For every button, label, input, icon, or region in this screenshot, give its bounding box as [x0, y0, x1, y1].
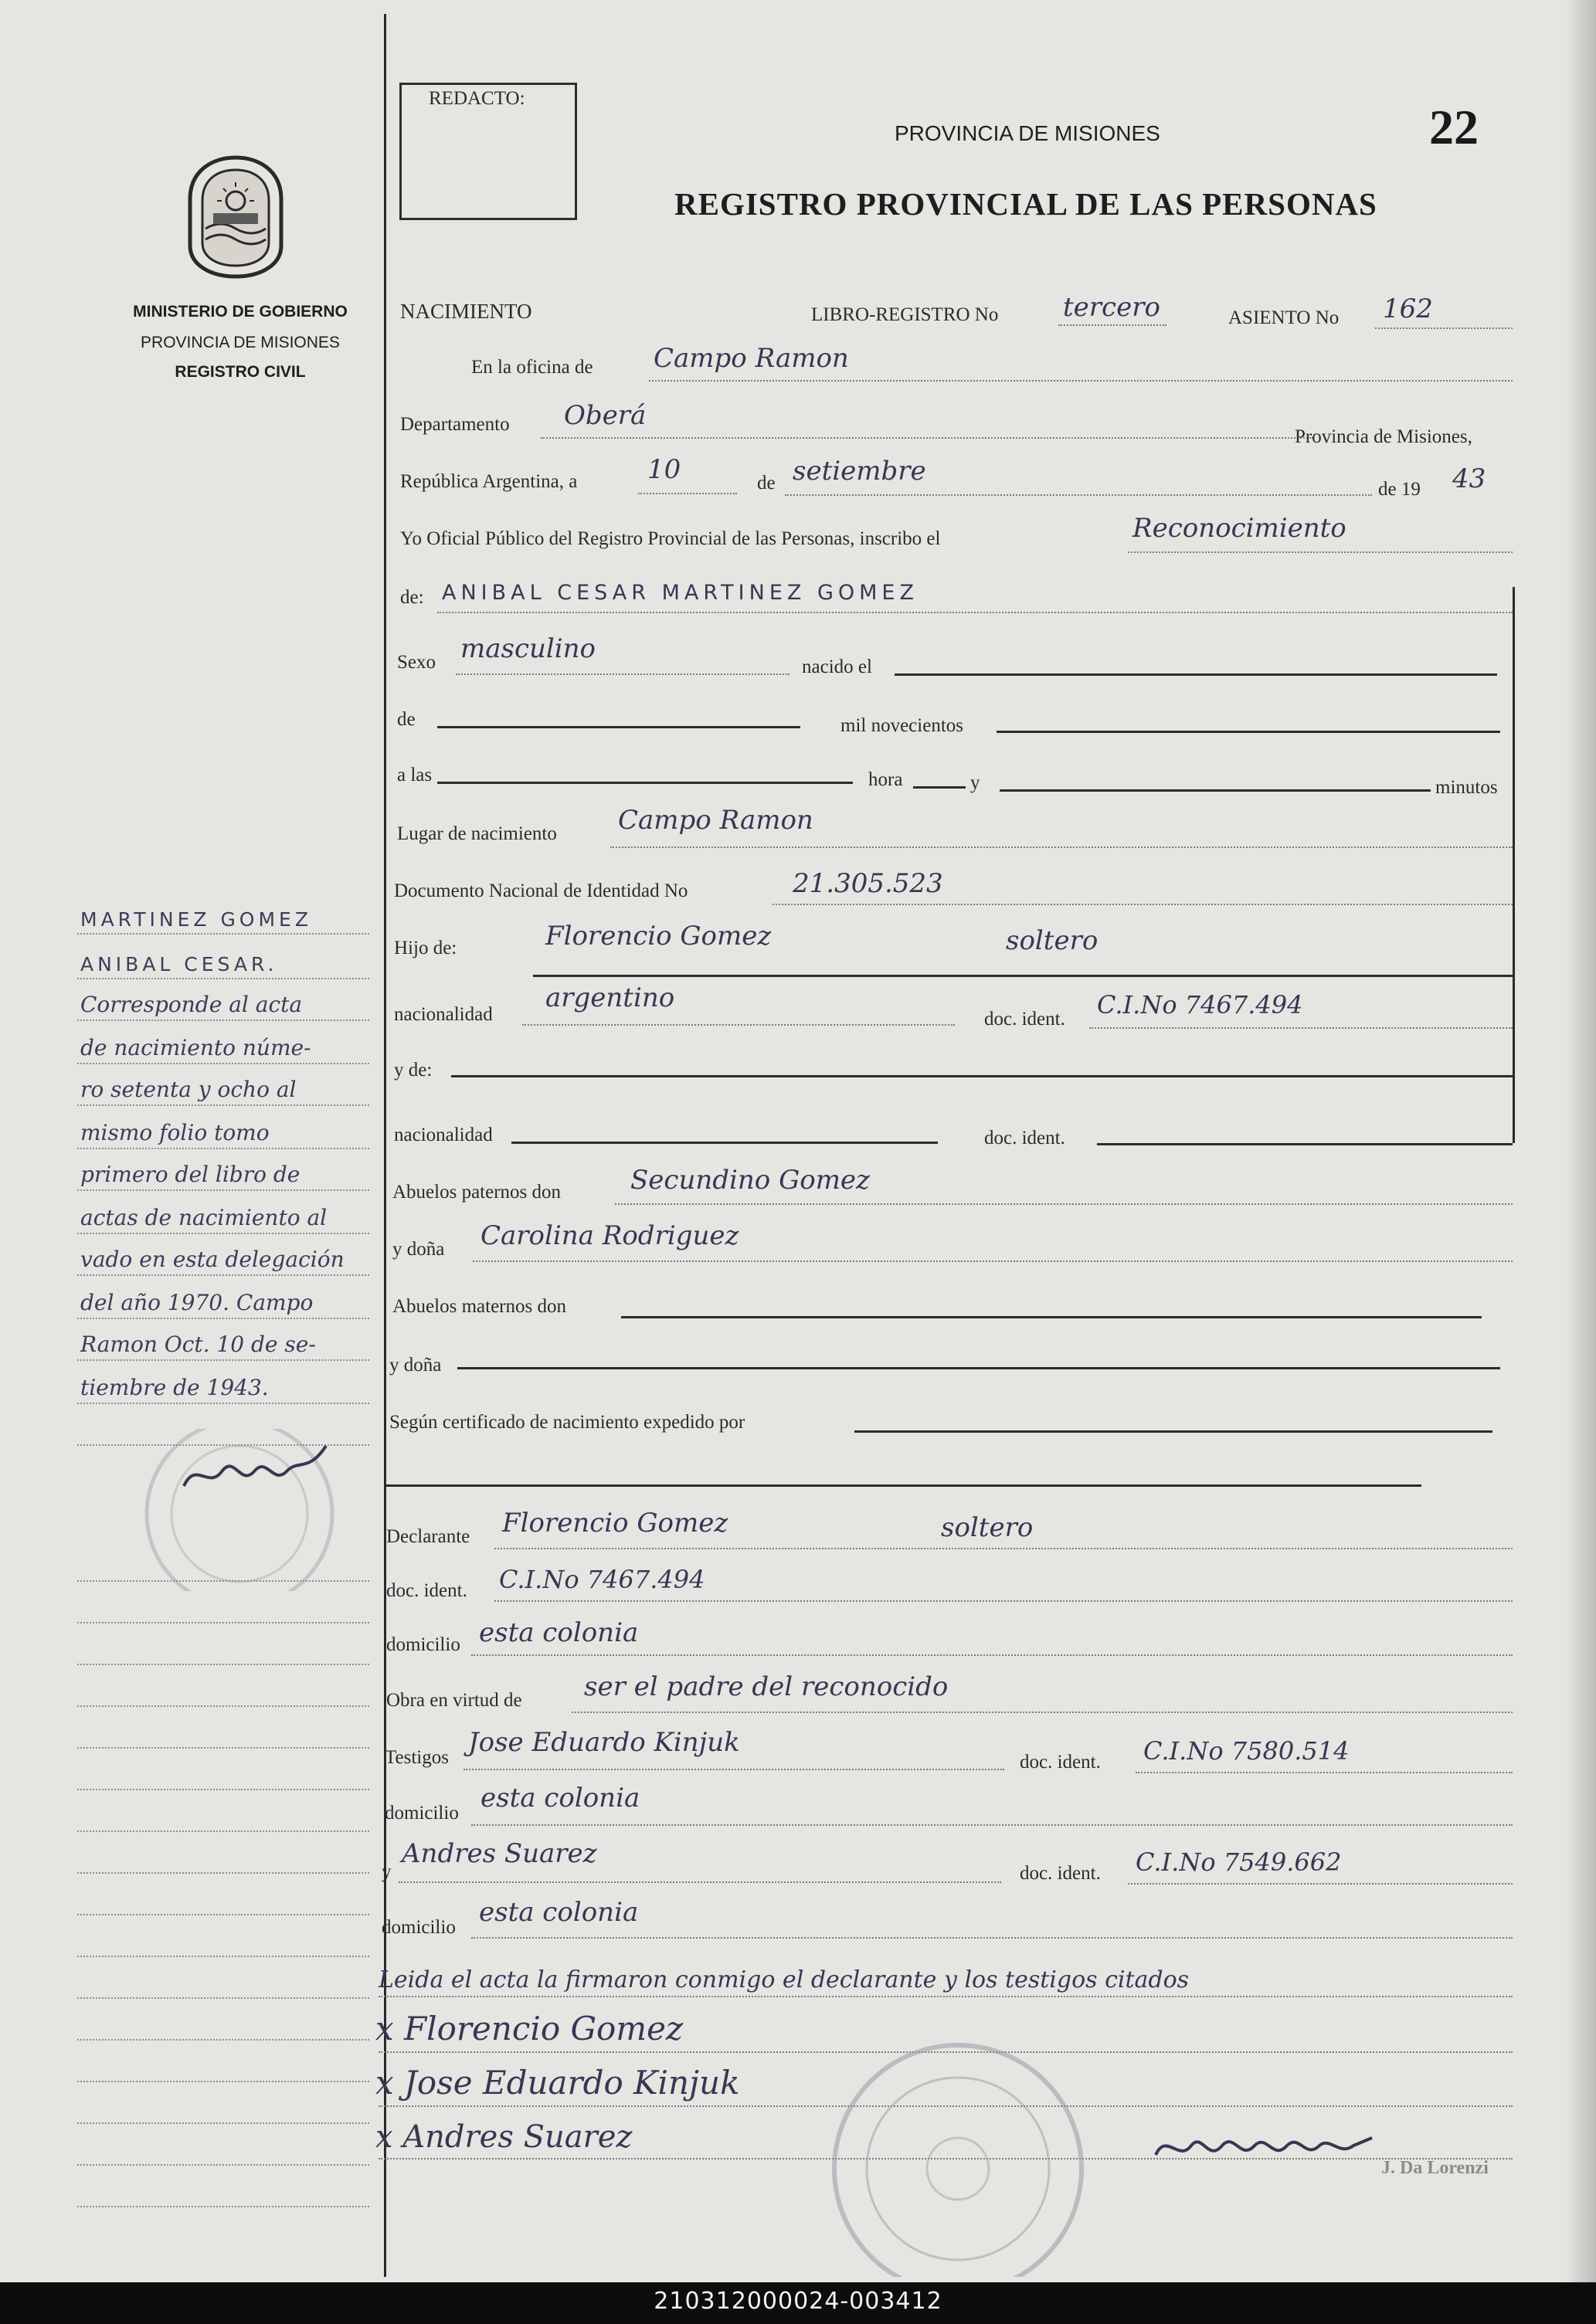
domicilio-label: domicilio [386, 1634, 460, 1655]
margin-rule [77, 1664, 369, 1665]
abuelo-paterno-underline [615, 1203, 1513, 1205]
signature-testigo-1: x Jose Eduardo Kinjuk [375, 2064, 740, 2102]
lugar-value: Campo Ramon [618, 805, 813, 836]
mil-label: mil novecientos [840, 715, 963, 736]
de-line [437, 726, 800, 728]
dia-underline [638, 493, 737, 494]
abuelos-paternos-label: Abuelos paternos don [392, 1182, 562, 1203]
margin-rule [77, 2206, 369, 2207]
hijo-label: Hijo de: [394, 938, 457, 958]
departamento-label: Departamento [400, 414, 510, 435]
official-signature-icon [1151, 2119, 1375, 2173]
nombre-value: ANIBAL CESAR MARTINEZ GOMEZ [442, 581, 919, 605]
testigo2-value: Andres Suarez [402, 1838, 597, 1869]
padre-estado: soltero [1006, 925, 1099, 956]
margin-rule [77, 1747, 369, 1749]
padre-doc-value: C.I.No 7467.494 [1097, 990, 1303, 1020]
testigo1-value: Jose Eduardo Kinjuk [468, 1727, 740, 1758]
testigo2-doc-underline [1128, 1883, 1513, 1885]
lugar-underline [610, 846, 1513, 848]
margin-rule [77, 1020, 369, 1021]
padre-doc-underline [1089, 1027, 1513, 1029]
abuelos-maternos-line [621, 1316, 1482, 1318]
asiento-underline [1375, 327, 1513, 329]
y-dona2-line [457, 1367, 1500, 1369]
provincial-seal-icon [182, 153, 289, 281]
libro-label: LIBRO-REGISTRO No [811, 304, 999, 325]
abuelo-paterno-value: Secundino Gomez [630, 1165, 870, 1196]
margin-rule [77, 1403, 369, 1404]
margin-signature-icon [178, 1440, 332, 1501]
signature-testigo-2: x Andres Suarez [375, 2119, 633, 2155]
margin-rule [77, 1274, 369, 1276]
mes-underline [785, 494, 1372, 496]
testigo2-dom-value: esta colonia [479, 1897, 639, 1928]
libro-value: tercero [1063, 292, 1160, 323]
abuela-paterna-underline [473, 1260, 1513, 1262]
obra-underline [572, 1712, 1513, 1713]
padre-value: Florencio Gomez [545, 921, 772, 952]
decl-doc-underline [494, 1600, 1513, 1602]
asiento-label: ASIENTO No [1228, 307, 1340, 328]
margin-rule [77, 1063, 369, 1064]
margin-rule [77, 1914, 369, 1915]
margin-rule [77, 1318, 369, 1319]
testigo1-dom-value: esta colonia [480, 1783, 640, 1813]
doc-ident-label: doc. ident. [984, 1009, 1065, 1030]
republica-label: República Argentina, a [400, 471, 578, 492]
anio-value: 43 [1452, 463, 1486, 494]
margin-note-line-10: del año 1970. Campo [80, 1290, 314, 1315]
obra-value: ser el padre del reconocido [584, 1671, 949, 1702]
certificado-line [854, 1430, 1492, 1433]
margin-rule [77, 1830, 369, 1832]
de-name-label: de: [400, 587, 424, 608]
margin-rule [77, 1872, 369, 1874]
margin-rule [77, 1233, 369, 1234]
margin-rule [77, 1189, 369, 1191]
margin-note-line-9: vado en esta delegación [80, 1247, 345, 1272]
dia-value: 10 [647, 454, 681, 485]
declarante-label: Declarante [386, 1526, 470, 1547]
y-line [1000, 789, 1431, 792]
margin-note-line-11: Ramon Oct. 10 de se- [80, 1332, 316, 1357]
margin-note-line-4: de nacimiento núme- [80, 1035, 311, 1060]
abuela-paterna-value: Carolina Rodriguez [480, 1220, 739, 1251]
a-las-label: a las [397, 765, 433, 785]
sexo-label: Sexo [397, 652, 436, 673]
testigo1-dom-label: domicilio [385, 1803, 459, 1824]
mil-line [997, 731, 1500, 733]
hijo-line [533, 975, 1513, 977]
oficial-text: Yo Oficial Público del Registro Provincial de las Personas, inscribo el [400, 528, 941, 549]
dni-underline [773, 904, 1513, 905]
margin-rule [77, 2081, 369, 2082]
y-de-label: y de: [394, 1060, 433, 1081]
ministry-line-3: REGISTRO CIVIL [175, 363, 306, 381]
dni-label: Documento Nacional de Identidad No [394, 880, 688, 901]
closing-statement: Leida el acta la firmaron conmigo el declarante y los testigos citados [379, 1966, 1190, 1993]
closing-underline [379, 1996, 1513, 1997]
margin-rule [77, 2164, 369, 2166]
ministry-line-1: MINISTERIO DE GOBIERNO [133, 303, 348, 321]
redacto-label: REDACTO: [429, 88, 525, 109]
testigos-label: Testigos [385, 1747, 449, 1768]
nacionalidad2-line [511, 1142, 938, 1144]
abuelos-maternos-label: Abuelos maternos don [392, 1296, 566, 1317]
margin-rule [77, 1359, 369, 1361]
y-dona2-label: y doña [389, 1355, 442, 1376]
oficina-value: Campo Ramon [654, 343, 849, 374]
testigo2-doc-label: doc. ident. [1020, 1863, 1101, 1884]
ministry-line-2: PROVINCIA DE MISIONES [141, 334, 340, 351]
hora-line [913, 786, 966, 789]
domicilio-value: esta colonia [479, 1617, 639, 1648]
asiento-value: 162 [1383, 293, 1433, 324]
sexo-value: masculino [460, 633, 596, 664]
margin-rule [77, 2122, 369, 2124]
margin-note-line-12: tiembre de 1943. [80, 1375, 269, 1400]
sexo-underline [456, 673, 790, 675]
departamento-underline [541, 437, 1313, 439]
nacido-line [895, 673, 1497, 676]
margin-rule [77, 1622, 369, 1623]
hora-label: hora [868, 769, 903, 790]
certificado-label: Según certificado de nacimiento expedido por [389, 1412, 745, 1433]
inscribo-value: Reconocimiento [1132, 513, 1346, 544]
nacionalidad-label: nacionalidad [394, 1004, 493, 1025]
de-line-label: de [397, 709, 416, 730]
margin-note-line-1: MARTINEZ GOMEZ [80, 908, 312, 931]
margin-rule [77, 978, 369, 979]
nombre-underline [437, 612, 1513, 613]
page-number: 22 [1429, 100, 1479, 154]
margin-note-line-6: mismo folio tomo [80, 1120, 270, 1145]
testigo1-underline [464, 1769, 1004, 1770]
margin-note-line-3: Corresponde al acta [80, 992, 303, 1017]
margin-rule [77, 2039, 369, 2041]
de-mes-label: de [757, 473, 776, 494]
margin-note-line-2: ANIBAL CESAR. [80, 953, 278, 975]
decl-doc-value: C.I.No 7467.494 [499, 1565, 705, 1594]
province-heading: PROVINCIA DE MISIONES [895, 121, 1160, 145]
margin-note-line-7: primero del libro de [80, 1162, 301, 1187]
declarante-value: Florencio Gomez [502, 1508, 728, 1539]
y-label: y [970, 772, 980, 793]
declarante-underline [494, 1548, 1513, 1549]
margin-rule [77, 1148, 369, 1149]
testigo1-doc-underline [1136, 1772, 1513, 1773]
doc-ident2-line [1097, 1143, 1513, 1145]
margin-rule [77, 933, 369, 935]
margin-note-line-8: actas de nacimiento al [80, 1205, 328, 1230]
libro-underline [1058, 324, 1166, 326]
dni-value: 21.305.523 [793, 868, 943, 899]
testigo1-dom-underline [471, 1824, 1513, 1826]
testigo2-underline [399, 1881, 1001, 1883]
certificado-line-2 [386, 1484, 1421, 1487]
provincia-suffix: Provincia de Misiones, [1295, 426, 1472, 447]
nacionalidad-underline [522, 1024, 955, 1026]
y-de-line [451, 1075, 1513, 1077]
margin-rule [77, 1997, 369, 1999]
decl-doc-label: doc. ident. [386, 1580, 467, 1601]
obra-label: Obra en virtud de [386, 1690, 522, 1711]
nacionalidad-value: argentino [545, 982, 675, 1013]
anio-label: de 19 [1378, 479, 1421, 500]
margin-rule [77, 1580, 369, 1582]
nacionalidad2-label: nacionalidad [394, 1125, 493, 1145]
signature-declarante: x Florencio Gomez [375, 2010, 684, 2047]
mes-value: setiembre [793, 456, 926, 487]
oficina-label: En la oficina de [471, 357, 593, 378]
declarante-estado: soltero [941, 1512, 1034, 1543]
official-stamp-text: J. Da Lorenzi [1381, 2158, 1489, 2178]
margin-rule [77, 1956, 369, 1957]
a-las-line [437, 782, 853, 784]
testigo1-doc-label: doc. ident. [1020, 1752, 1101, 1773]
right-frame-line [1513, 587, 1515, 1143]
official-round-seal-icon [796, 2030, 1120, 2277]
testigo2-dom-label: domicilio [382, 1917, 456, 1938]
lugar-label: Lugar de nacimiento [397, 823, 557, 844]
page-edge-shadow [1565, 0, 1596, 2282]
testigo1-doc-value: C.I.No 7580.514 [1143, 1736, 1350, 1766]
margin-note-line-5: ro setenta y ocho al [80, 1077, 297, 1102]
testigo2-dom-underline [471, 1937, 1513, 1939]
margin-rule [77, 1104, 369, 1106]
nacido-label: nacido el [802, 656, 872, 677]
image-id-caption: 210312000024-003412 [654, 2288, 942, 2315]
minutos-label: minutos [1435, 777, 1498, 798]
oficina-underline [649, 380, 1513, 382]
domicilio-underline [471, 1654, 1513, 1656]
testigo2-doc-value: C.I.No 7549.662 [1136, 1847, 1342, 1877]
margin-rule [77, 1705, 369, 1707]
y-dona-label: y doña [392, 1239, 445, 1260]
act-type-label: NACIMIENTO [400, 300, 532, 323]
doc-ident2-label: doc. ident. [984, 1128, 1065, 1148]
registry-heading: REGISTRO PROVINCIAL DE LAS PERSONAS [674, 186, 1377, 222]
testigo2-prefix: y [382, 1861, 392, 1882]
margin-rule [77, 1789, 369, 1790]
inscribo-underline [1128, 551, 1513, 553]
departamento-value: Oberá [564, 400, 647, 431]
